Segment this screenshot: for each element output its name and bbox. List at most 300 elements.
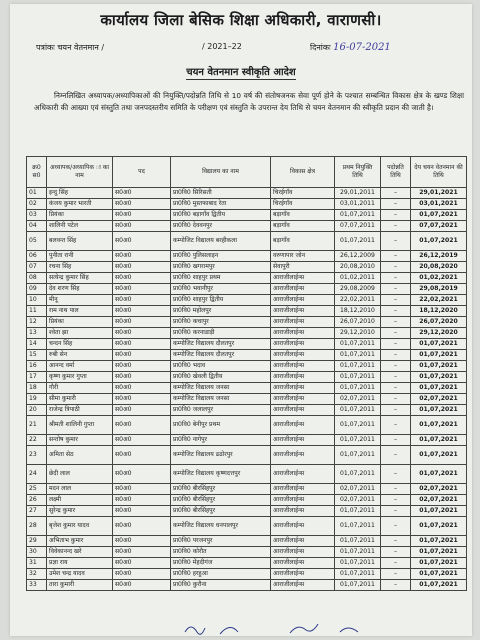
promotion-date-cell: – xyxy=(381,199,411,210)
serial-cell: 07 xyxy=(27,262,47,273)
school-cell: कम्पोजिट विद्यालय दौलतपुर xyxy=(171,350,271,361)
header-col-appointment-date: प्रथम नियुक्ति तिथि xyxy=(335,157,381,188)
post-cell: स0अ0 xyxy=(113,361,171,372)
serial-cell: 14 xyxy=(27,339,47,350)
block-cell: आराजीलाईन्स xyxy=(271,446,335,465)
due-date-cell: 26,12,2019 xyxy=(411,251,467,262)
due-date-cell: 01,02,2021 xyxy=(411,273,467,284)
header-col-school: विद्यालय का नाम xyxy=(171,157,271,188)
block-cell: आराजीलाईन्स xyxy=(271,394,335,405)
promotion-date-cell: – xyxy=(381,580,411,591)
serial-cell: 10 xyxy=(27,295,47,306)
serial-cell: 16 xyxy=(27,361,47,372)
due-date-cell: 01,07,2021 xyxy=(411,446,467,465)
due-date-cell: 01,07,2021 xyxy=(411,350,467,361)
due-date-cell: 02,07,2021 xyxy=(411,495,467,506)
post-cell: स0अ0 xyxy=(113,569,171,580)
serial-cell: 04 xyxy=(27,221,47,232)
block-cell: आराजीलाईन्स xyxy=(271,580,335,591)
block-cell: बड़ागाँव xyxy=(271,221,335,232)
subject-heading xyxy=(10,64,472,78)
post-cell: स0अ0 xyxy=(113,251,171,262)
promotion-date-cell: – xyxy=(381,273,411,284)
name-cell: सन्तोष कुमार xyxy=(47,435,113,446)
appointment-date-cell: 01,07,2011 xyxy=(335,210,381,221)
appointment-date-cell: 01,07,2011 xyxy=(335,416,381,435)
header-col-post: पद xyxy=(113,157,171,188)
appointment-date-cell: 02,07,2011 xyxy=(335,484,381,495)
table-row xyxy=(27,306,467,317)
promotion-date-cell: – xyxy=(381,350,411,361)
block-cell: आराजीलाईन्स xyxy=(271,416,335,435)
serial-cell: 20 xyxy=(27,405,47,416)
due-date-cell: 29,12,2020 xyxy=(411,328,467,339)
table-row xyxy=(27,536,467,547)
post-cell: स0अ0 xyxy=(113,394,171,405)
serial-cell: 23 xyxy=(27,446,47,465)
school-cell: कम्पोजिट विद्यालय कृष्णदत्तपुर xyxy=(171,465,271,484)
name-cell: उमेश चन्द्र यादव xyxy=(47,569,113,580)
promotion-date-cell: – xyxy=(381,547,411,558)
appointment-date-cell: 29,08,2009 xyxy=(335,284,381,295)
promotion-date-cell: – xyxy=(381,569,411,580)
office-title: कार्यालय जिला बेसिक शिक्षा अधिकारी, वाराणसी। xyxy=(100,11,382,29)
subject-text: चयन वेतनमान स्वीकृति आदेश xyxy=(186,67,296,78)
appointment-date-cell: 01,02,2011 xyxy=(335,273,381,284)
appointment-date-cell: 01,07,2011 xyxy=(335,339,381,350)
table-row xyxy=(27,394,467,405)
due-date-cell: 01,07,2021 xyxy=(411,372,467,383)
serial-cell: 11 xyxy=(27,306,47,317)
school-cell: प्रा0वि0 खेवली द्वितीय xyxy=(171,372,271,383)
header-col-serial: क्र0 स0 xyxy=(27,157,47,188)
post-cell: स0अ0 xyxy=(113,210,171,221)
promotion-date-cell: – xyxy=(381,339,411,350)
appointment-date-cell: 01,07,2011 xyxy=(335,232,381,251)
table-row xyxy=(27,361,467,372)
block-cell: आराजीलाईन्स xyxy=(271,405,335,416)
serial-cell: 22 xyxy=(27,435,47,446)
school-cell: प्रा0वि0 मुस्तफाबाद रेता xyxy=(171,199,271,210)
name-cell: मीनू xyxy=(47,295,113,306)
name-cell: प्रियंका xyxy=(47,317,113,328)
school-cell: प्रा0वि0 कोरौत xyxy=(171,547,271,558)
name-cell: आनन्द वर्मा xyxy=(47,361,113,372)
table-row xyxy=(27,405,467,416)
document-page xyxy=(10,4,472,636)
serial-cell: 05 xyxy=(27,232,47,251)
school-cell: प्रा0वि0 भदाव xyxy=(171,361,271,372)
appointment-date-cell: 07,07,2011 xyxy=(335,221,381,232)
due-date-cell: 01,07,2021 xyxy=(411,383,467,394)
school-cell: कम्पोजिट विद्यालय बरहीकला xyxy=(171,232,271,251)
name-cell: राम नाथ पाल xyxy=(47,306,113,317)
post-cell: स0अ0 xyxy=(113,435,171,446)
post-cell: स0अ0 xyxy=(113,506,171,517)
serial-cell: 26 xyxy=(27,495,47,506)
appointment-date-cell: 01,07,2011 xyxy=(335,517,381,536)
due-date-cell: 01,07,2021 xyxy=(411,361,467,372)
promotion-date-cell: – xyxy=(381,506,411,517)
block-cell: आराजीलाईन्स xyxy=(271,339,335,350)
table-row xyxy=(27,484,467,495)
block-cell: आराजीलाईन्स xyxy=(271,558,335,569)
appointment-date-cell: 18,12,2010 xyxy=(335,306,381,317)
signatures-mark xyxy=(180,618,380,636)
name-cell: प्रियंका xyxy=(47,210,113,221)
post-cell: स0अ0 xyxy=(113,405,171,416)
promotion-date-cell: – xyxy=(381,328,411,339)
post-cell: स0अ0 xyxy=(113,328,171,339)
block-cell: आराजीलाईन्स xyxy=(271,484,335,495)
post-cell: स0अ0 xyxy=(113,232,171,251)
promotion-date-cell: – xyxy=(381,435,411,446)
appointment-date-cell: 22,02,2011 xyxy=(335,295,381,306)
table-row xyxy=(27,199,467,210)
post-cell: स0अ0 xyxy=(113,317,171,328)
name-cell: कंजय कुमार भारती xyxy=(47,199,113,210)
block-cell: सेवापुरी xyxy=(271,262,335,273)
name-cell: इन्दु सिंह xyxy=(47,188,113,199)
reference-value: चयन वेतनमान / xyxy=(57,43,105,52)
school-cell: प्रा0वि0 पुलिसलाइन xyxy=(171,251,271,262)
school-cell: कम्पोजिट विद्यालय दौलतपुर xyxy=(171,339,271,350)
date-value: 16-07-2021 xyxy=(333,42,391,53)
block-cell: आराजीलाईन्स xyxy=(271,273,335,284)
post-cell: स0अ0 xyxy=(113,339,171,350)
table-row xyxy=(27,465,467,484)
name-cell: सीमा कुमारी xyxy=(47,394,113,405)
block-cell: आराजीलाईन्स xyxy=(271,350,335,361)
date-label: दिनांकः xyxy=(310,43,331,52)
promotion-date-cell: – xyxy=(381,416,411,435)
appointment-date-cell: 01,07,2011 xyxy=(335,569,381,580)
block-cell: बड़ागाँव xyxy=(271,232,335,251)
school-cell: प्रा0वि0 सिरिसती xyxy=(171,188,271,199)
appointment-date-cell: 01,07,2011 xyxy=(335,372,381,383)
table-row xyxy=(27,339,467,350)
serial-cell: 06 xyxy=(27,251,47,262)
post-cell: स0अ0 xyxy=(113,465,171,484)
serial-cell: 28 xyxy=(27,517,47,536)
promotion-date-cell: – xyxy=(381,232,411,251)
due-date-cell: 29,08,2019 xyxy=(411,284,467,295)
table-row xyxy=(27,517,467,536)
serial-cell: 01 xyxy=(27,188,47,199)
table-row xyxy=(27,383,467,394)
block-cell: चिरईगाँव xyxy=(271,188,335,199)
promotion-date-cell: – xyxy=(381,383,411,394)
due-date-cell: 01,07,2021 xyxy=(411,517,467,536)
post-cell: स0अ0 xyxy=(113,416,171,435)
appointment-date-cell: 02,07,2011 xyxy=(335,394,381,405)
table-row xyxy=(27,262,467,273)
promotion-date-cell: – xyxy=(381,317,411,328)
post-cell: स0अ0 xyxy=(113,284,171,295)
post-cell: स0अ0 xyxy=(113,262,171,273)
due-date-cell: 01,07,2021 xyxy=(411,536,467,547)
table-row xyxy=(27,547,467,558)
name-cell: देव शरण सिंह xyxy=(47,284,113,295)
name-cell: पुनीता रानी xyxy=(47,251,113,262)
post-cell: स0अ0 xyxy=(113,517,171,536)
school-cell: प्रा0वि0 शाहपुर प्रथम xyxy=(171,273,271,284)
name-cell: कृष्ण कुमार गुप्ता xyxy=(47,372,113,383)
due-date-cell: 01,07,2021 xyxy=(411,580,467,591)
name-cell: शालिनी पटेल xyxy=(47,221,113,232)
table-row xyxy=(27,569,467,580)
school-cell: प्रा0वि0 भवानीपुर xyxy=(171,284,271,295)
table-row xyxy=(27,495,467,506)
serial-cell: 09 xyxy=(27,284,47,295)
school-cell: प्रा0वि0 परजनपुर xyxy=(171,536,271,547)
name-cell: सत्येन्द्र कुमार सिंह xyxy=(47,273,113,284)
due-date-cell: 07,07,2021 xyxy=(411,221,467,232)
appointment-date-cell: 02,07,2011 xyxy=(335,495,381,506)
appointment-date-cell: 01,07,2011 xyxy=(335,558,381,569)
serial-cell: 08 xyxy=(27,273,47,284)
promotion-date-cell: – xyxy=(381,262,411,273)
table-row xyxy=(27,350,467,361)
reference-year: / 2021–22 xyxy=(202,42,242,51)
header-col-block: विकास क्षेत्र xyxy=(271,157,335,188)
block-cell: आराजीलाईन्स xyxy=(271,328,335,339)
table-row xyxy=(27,317,467,328)
table-row xyxy=(27,251,467,262)
due-date-cell: 03,01,2021 xyxy=(411,199,467,210)
serial-cell: 33 xyxy=(27,580,47,591)
block-cell: आराजीलाईन्स xyxy=(271,465,335,484)
promotion-date-cell: – xyxy=(381,188,411,199)
block-cell: आराजीलाईन्स xyxy=(271,569,335,580)
name-cell: सुरेन्द्र कुमार xyxy=(47,506,113,517)
promotion-date-cell: – xyxy=(381,495,411,506)
name-cell: लक्ष्मी xyxy=(47,495,113,506)
school-cell: प्रा0वि0 बेनीपुर प्रथम xyxy=(171,416,271,435)
appointment-date-cell: 01,07,2011 xyxy=(335,506,381,517)
issue-date xyxy=(310,42,391,53)
post-cell: स0अ0 xyxy=(113,536,171,547)
school-cell: प्रा0वि0 हरहुआ xyxy=(171,569,271,580)
table-row xyxy=(27,446,467,465)
block-cell: बड़ागाँव xyxy=(271,210,335,221)
appointment-date-cell: 03,01,2011 xyxy=(335,199,381,210)
block-cell: आराजीलाईन्स xyxy=(271,495,335,506)
appointment-date-cell: 01,07,2011 xyxy=(335,361,381,372)
school-cell: प्रा0वि0 कुरौना xyxy=(171,580,271,591)
school-cell: कम्पोजिट विद्यालय जनसा xyxy=(171,383,271,394)
due-date-cell: 29,01,2021 xyxy=(411,188,467,199)
name-cell: प्रज्ञा राय xyxy=(47,558,113,569)
name-cell: विवेकानन्द खरे xyxy=(47,547,113,558)
post-cell: स0अ0 xyxy=(113,350,171,361)
post-cell: स0अ0 xyxy=(113,383,171,394)
appointment-date-cell: 01,07,2011 xyxy=(335,435,381,446)
school-cell: प्रा0वि0 बीरसिंहपुर xyxy=(171,506,271,517)
due-date-cell: 02,07,2021 xyxy=(411,394,467,405)
table-body xyxy=(27,188,467,591)
block-cell: आराजीलाईन्स xyxy=(271,317,335,328)
school-cell: प्रा0वि0 बड़ागाँव द्वितीय xyxy=(171,210,271,221)
promotion-date-cell: – xyxy=(381,295,411,306)
name-cell: रुबी सेन xyxy=(47,350,113,361)
name-cell: मदन लाल xyxy=(47,484,113,495)
table-row xyxy=(27,580,467,591)
due-date-cell: 01,07,2021 xyxy=(411,465,467,484)
appointment-date-cell: 01,07,2011 xyxy=(335,580,381,591)
due-date-cell: 01,07,2021 xyxy=(411,210,467,221)
block-cell: आराजीलाईन्स xyxy=(271,295,335,306)
table-row xyxy=(27,372,467,383)
promotion-date-cell: – xyxy=(381,558,411,569)
promotion-date-cell: – xyxy=(381,361,411,372)
table-header-row xyxy=(27,157,467,188)
block-cell: आराजीलाईन्स xyxy=(271,306,335,317)
name-cell: छेदी लाल xyxy=(47,465,113,484)
serial-cell: 02 xyxy=(27,199,47,210)
due-date-cell: 22,02,2021 xyxy=(411,295,467,306)
serial-cell: 15 xyxy=(27,350,47,361)
due-date-cell: 26,07,2020 xyxy=(411,317,467,328)
promotion-date-cell: – xyxy=(381,484,411,495)
due-date-cell: 01,07,2021 xyxy=(411,232,467,251)
promotion-date-cell: – xyxy=(381,306,411,317)
serial-cell: 18 xyxy=(27,383,47,394)
promotion-date-cell: – xyxy=(381,394,411,405)
school-cell: प्रा0वि0 देववनपुर xyxy=(171,221,271,232)
appointment-date-cell: 20,08,2010 xyxy=(335,262,381,273)
block-cell: आराजीलाईन्स xyxy=(271,506,335,517)
promotion-date-cell: – xyxy=(381,251,411,262)
name-cell: रचना सिंह xyxy=(47,262,113,273)
table-row xyxy=(27,328,467,339)
post-cell: स0अ0 xyxy=(113,221,171,232)
table-row xyxy=(27,210,467,221)
promotion-date-cell: – xyxy=(381,372,411,383)
school-cell: प्रा0वि0 जलालपुर xyxy=(171,405,271,416)
appointment-date-cell: 01,07,2011 xyxy=(335,383,381,394)
promotion-date-cell: – xyxy=(381,536,411,547)
school-cell: कम्पोजिट विद्यालय धनपालपुर xyxy=(171,517,271,536)
name-cell: बृजेश कुमार यादव xyxy=(47,517,113,536)
school-cell: प्रा0वि0 शाहपुर द्वितीय xyxy=(171,295,271,306)
reference-number xyxy=(36,42,104,53)
post-cell: स0अ0 xyxy=(113,295,171,306)
promotion-date-cell: – xyxy=(381,446,411,465)
post-cell: स0अ0 xyxy=(113,273,171,284)
school-cell: प्रा0वि0 खगरामपुर xyxy=(171,262,271,273)
serial-cell: 27 xyxy=(27,506,47,517)
block-cell: आराजीलाईन्स xyxy=(271,383,335,394)
promotion-date-cell: – xyxy=(381,405,411,416)
name-cell: तारा कुमारी xyxy=(47,580,113,591)
table-row xyxy=(27,273,467,284)
serial-cell: 12 xyxy=(27,317,47,328)
serial-cell: 31 xyxy=(27,558,47,569)
block-cell: आराजीलाईन्स xyxy=(271,536,335,547)
appointment-date-cell: 01,07,2011 xyxy=(335,547,381,558)
post-cell: स0अ0 xyxy=(113,558,171,569)
post-cell: स0अ0 xyxy=(113,446,171,465)
name-cell: चन्दन सिंह xyxy=(47,339,113,350)
table-row xyxy=(27,221,467,232)
school-cell: कम्पोजिट विद्यालय ढढोरपुर xyxy=(171,446,271,465)
due-date-cell: 20,08,2020 xyxy=(411,262,467,273)
due-date-cell: 01,07,2021 xyxy=(411,339,467,350)
appointment-date-cell: 29,12,2010 xyxy=(335,328,381,339)
post-cell: स0अ0 xyxy=(113,547,171,558)
appointment-date-cell: 26,12,2009 xyxy=(335,251,381,262)
block-cell: आराजीलाईन्स xyxy=(271,284,335,295)
table-row xyxy=(27,284,467,295)
school-cell: कम्पोजिट विद्यालय जनसा xyxy=(171,394,271,405)
appointment-date-cell: 01,07,2011 xyxy=(335,350,381,361)
table-row xyxy=(27,232,467,251)
school-cell: प्रा0वि0 नागेपुर xyxy=(171,435,271,446)
name-cell: अमिता सेठ xyxy=(47,446,113,465)
promotion-date-cell: – xyxy=(381,210,411,221)
school-cell: प्रा0वि0 महोलपुर xyxy=(171,306,271,317)
block-cell: आराजीलाईन्स xyxy=(271,547,335,558)
due-date-cell: 01,07,2021 xyxy=(411,416,467,435)
serial-cell: 30 xyxy=(27,547,47,558)
header-col-promotion-date: पदोन्नति तिथि xyxy=(381,157,411,188)
block-cell: चिरईगाँव xyxy=(271,199,335,210)
post-cell: स0अ0 xyxy=(113,580,171,591)
school-cell: प्रा0वि0 बीरसिंहपुर xyxy=(171,484,271,495)
block-cell: आराजीलाईन्स xyxy=(271,372,335,383)
table-row xyxy=(27,416,467,435)
name-cell: राजेन्द्र त्रिपाठी xyxy=(47,405,113,416)
post-cell: स0अ0 xyxy=(113,306,171,317)
block-cell: आराजीलाईन्स xyxy=(271,435,335,446)
table-row xyxy=(27,506,467,517)
name-cell: गौरी xyxy=(47,383,113,394)
block-cell: आराजीलाईन्स xyxy=(271,361,335,372)
table-row xyxy=(27,295,467,306)
school-cell: प्रा0वि0 बीरसिंहपुर xyxy=(171,495,271,506)
due-date-cell: 18,12,2020 xyxy=(411,306,467,317)
serial-cell: 25 xyxy=(27,484,47,495)
school-cell: प्रा0वि0 करनाडाड़ी xyxy=(171,328,271,339)
name-cell: बलवन्त सिंह xyxy=(47,232,113,251)
due-date-cell: 01,07,2021 xyxy=(411,558,467,569)
appointment-date-cell: 01,07,2011 xyxy=(335,446,381,465)
appointment-date-cell: 29,01,2011 xyxy=(335,188,381,199)
block-cell: वरुणापार जोन xyxy=(271,251,335,262)
due-date-cell: 02,07,2021 xyxy=(411,484,467,495)
selection-scale-table xyxy=(26,156,467,591)
serial-cell: 17 xyxy=(27,372,47,383)
school-cell: प्रा0वि0 कचापुर xyxy=(171,317,271,328)
header-col-name: अध्यापक/अध्यापिक ा का नाम xyxy=(47,157,113,188)
post-cell: स0अ0 xyxy=(113,199,171,210)
promotion-date-cell: – xyxy=(381,517,411,536)
due-date-cell: 01,07,2021 xyxy=(411,435,467,446)
serial-cell: 24 xyxy=(27,465,47,484)
serial-cell: 13 xyxy=(27,328,47,339)
appointment-date-cell: 26,07,2010 xyxy=(335,317,381,328)
due-date-cell: 01,07,2021 xyxy=(411,547,467,558)
block-cell: आराजीलाईन्स xyxy=(271,517,335,536)
promotion-date-cell: – xyxy=(381,465,411,484)
post-cell: स0अ0 xyxy=(113,188,171,199)
table-row xyxy=(27,188,467,199)
header-col-due-date: देय चयन वेतनमान की तिथि xyxy=(411,157,467,188)
appointment-date-cell: 01,07,2011 xyxy=(335,536,381,547)
name-cell: अभिताभ कुमार xyxy=(47,536,113,547)
serial-cell: 21 xyxy=(27,416,47,435)
